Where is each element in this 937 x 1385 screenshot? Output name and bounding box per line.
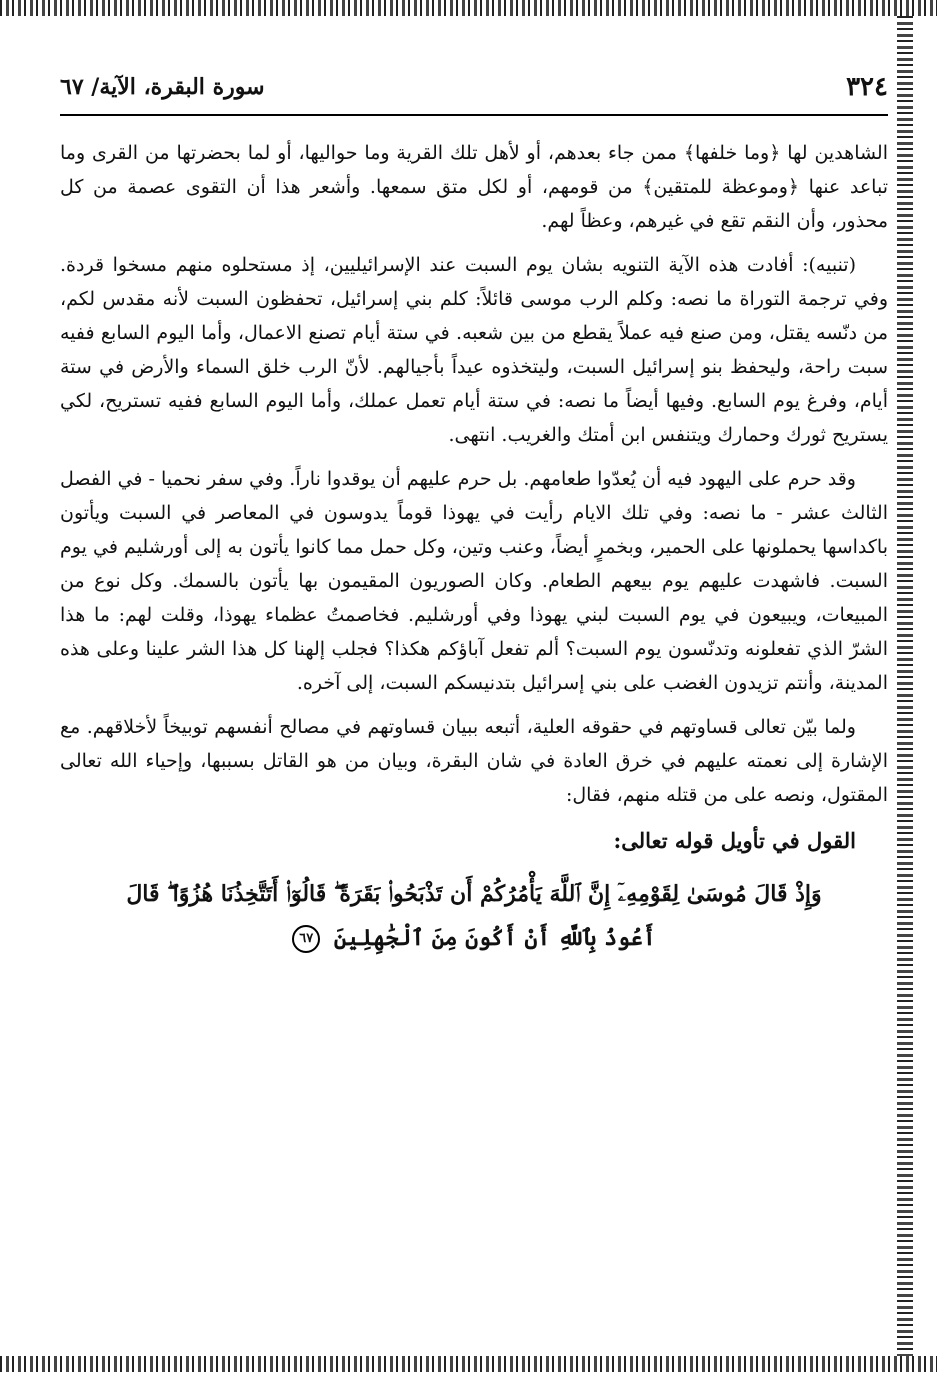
verse-line-1: وَإِذْ قَالَ مُوسَىٰ لِقَوْمِهِۦٓ إِنَّ ٱللَّهَ يَأْمُرُكُمْ أَن تَذْبَحُوا۟ بَقَرَةً ۖ قَالُوٓا۟ أَتَتَّخِذُنَا هُزُوًا ۖ قَالَ xyxy=(126,881,822,907)
paragraph-2: (تنبيه): أفادت هذه الآية التنويه بشان يوم السبت عند الإسرائيليين، إذ مستحلوه منهم مسخوا قردة. وفي ترجمة التوراة ما نصه: وكلم الرب موسى قائلاً: كلم بني إسرائيل، تحفظون السبت لأنه مقدس لكم، من دنّسه يقتل، ومن صنع فيه عملاً يقطع من بين شعبه. في ستة أيام تصنع الاعمال، وأما اليوم السابع ففيه سبت راحة، وليحفظ بنو إسرائيل السبت، وليتخذوه عيداً بأجيالهم. لأنّ الرب خلق السماء والأرض في ستة أيام، وفرغ يوم السابع. وفيها أيضاً ما نصه: في ستة أيام تعمل عملك، وأما اليوم السابع ففيه تستريح، لكي يستريح ثورك وحمارك ويتنفس ابن أمتك والغريب. انتهى. xyxy=(60,254,888,446)
decorative-border-top xyxy=(0,0,937,16)
verse-number-marker: ٦٧ xyxy=(292,925,320,953)
paragraph-3: وقد حرم على اليهود فيه أن يُعدّوا طعامهم. بل حرم عليهم أن يوقدوا ناراً. وفي سفر نحميا - في الفصل الثالث عشر - ما نصه: وفي تلك الايام رأيت في يهوذا قوماً يدوسون في المعاصر في السبت ويأتون باكداسها يحملونها على الحمير، وبخمرٍ أيضاً، وعنب وتين، وكل حمل مما كانوا يأتون به إلى أورشليم في يوم السبت. فاشهدت عليهم يوم بيعهم الطعام. وكان الصوريون المقيمون بها يأتون بالسمك. وكل نوع من المبيعات، ويبيعون في يوم السبت لبني يهوذا وفي أورشليم. فخاصمتُ عظماء يهوذا، وقلت لهم: ما هذا الشرّ الذي تفعلونه وتدنّسون يوم السبت؟ ألم تفعل آباؤكم هكذا؟ فجلب إلهنا كل هذا الشر علينا وعلى هذه المدينة، وأنتم تزيدون الغضب على بني إسرائيل بتدنيسكم السبت، إلى آخره. xyxy=(60,468,888,694)
quran-verse xyxy=(60,872,888,960)
running-title: سورة البقرة، الآية/ ٦٧ xyxy=(60,74,265,100)
paragraph-4: ولما بيّن تعالى قساوتهم في حقوقه العلية، أتبعه ببيان قساوتهم في مصالح أنفسهم توبيخاً لأخلاقهم. مع الإشارة إلى نعمته عليهم في خرق العادة في شان البقرة، وبيان من هو القاتل بسببها، وإحياء الله تعالى المقتول، ونصه على من قتله منهم، فقال: xyxy=(60,716,888,806)
paragraph-1: الشاهدين لها ﴿وما خلفها﴾ ممن جاء بعدهم، أو لأهل تلك القرية وما حواليها، أو لما بحضرتها من القرى وما تباعد عنها ﴿وموعظة للمتقين﴾ من قومهم، أو لكل متق سمعها. وأشعر هذا أن التقوى عصمة من كل محذور، وأن النقم تقع في غيرهم، وعظاً لهم. xyxy=(60,142,888,232)
header-rule xyxy=(60,114,888,116)
decorative-border-bottom xyxy=(0,1356,937,1372)
decorative-border-right xyxy=(897,16,913,1356)
verse-line-2-text: أَعُوذُ بِٱللَّهِ أَنْ أَكُونَ مِنَ ٱلْجَٰهِلِينَ xyxy=(333,925,656,951)
section-heading: القول في تأويل قوله تعالى: xyxy=(613,828,856,853)
page-header xyxy=(60,70,888,114)
body-text xyxy=(60,136,888,960)
page-number: ٣٢٤ xyxy=(846,72,888,102)
book-page xyxy=(60,40,888,1345)
verse-line-2 xyxy=(60,916,888,960)
